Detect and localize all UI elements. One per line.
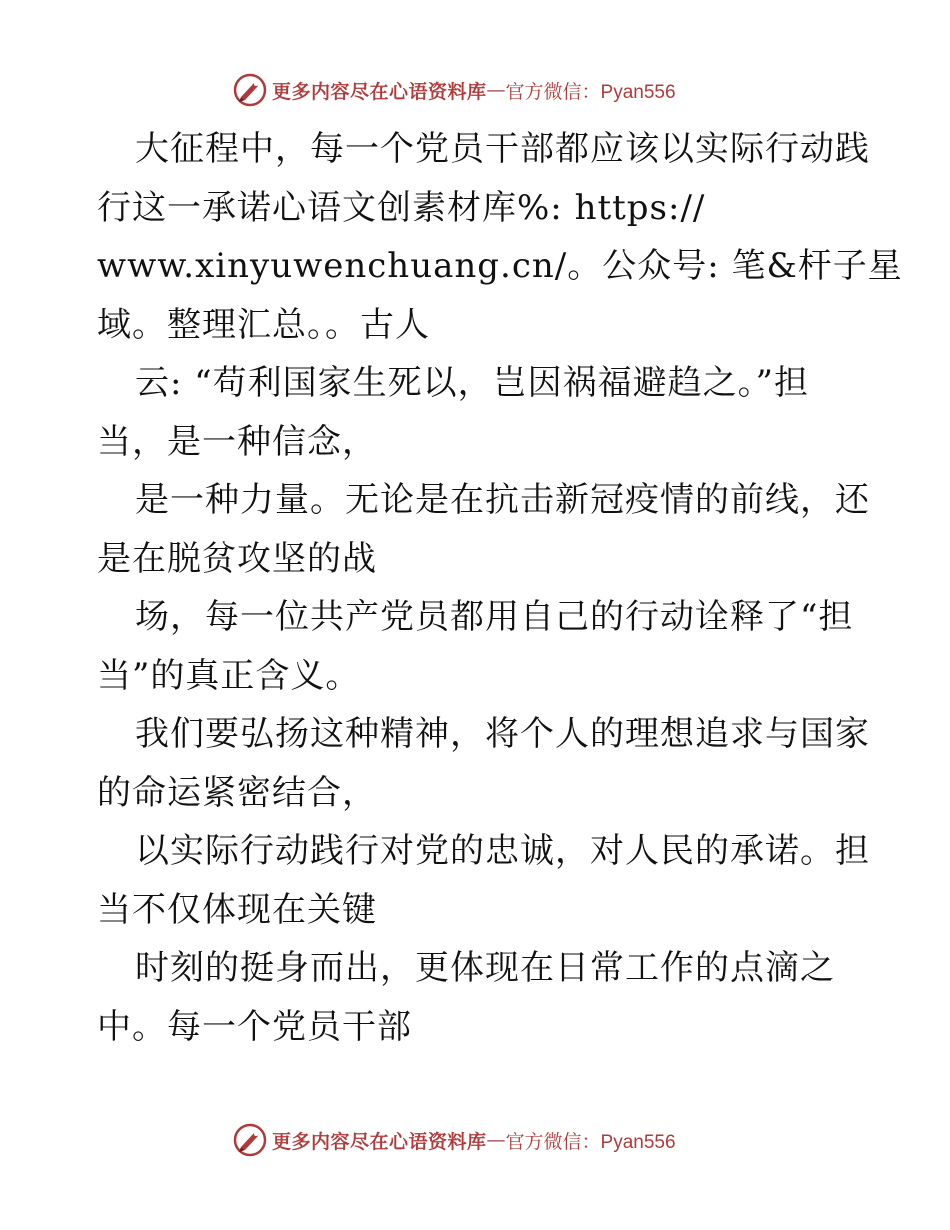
body-line: 当”的真正含义。 [97,655,361,696]
body-line: 域。整理汇总。。古人 [97,304,430,345]
body-line: 中。每一个党员干部 [97,1006,412,1047]
banner-separator: — [486,79,506,101]
body-line: 是在脱贫攻坚的战 [97,538,377,579]
banner-separator: — [486,1129,506,1151]
footer-banner [232,1120,676,1160]
body-line: 当不仅体现在关键 [97,889,377,930]
body-line: 云: “苟利国家生死以，岂因祸福避趋之。”担 [135,363,810,403]
banner-contact: 官方微信：Pyan556 [505,1131,676,1153]
body-line: 场，每一位共产党员都用自己的行动诠释了“担 [135,597,854,637]
pen-logo-icon [232,1122,268,1158]
banner-slogan: 更多内容尽在心语资料库 [272,1130,487,1153]
body-line: 时刻的挺身而出，更体现在日常工作的点滴之 [135,948,835,988]
body-line: 大征程中，每一个党员干部都应该以实际行动践 [135,129,870,169]
body-line: 的命运紧密结合， [97,772,377,813]
body-line: 是一种力量。无论是在抗击新冠疫情的前线，还 [135,480,870,520]
document-body [97,120,903,1056]
body-line: 当，是一种信念， [97,421,377,462]
header-banner [232,70,676,110]
body-line: 行这一承诺心语文创素材库%: https:// [97,187,706,228]
pen-logo-icon [232,72,268,108]
body-line: www.xinyuwenchuang.cn/。公众号: 笔&杆子星 [97,246,903,286]
banner-contact: 官方微信：Pyan556 [505,81,676,103]
body-line: 我们要弘扬这种精神，将个人的理想追求与国家 [135,714,870,754]
body-line: 以实际行动践行对党的忠诚，对人民的承诺。担 [135,831,870,871]
banner-slogan: 更多内容尽在心语资料库 [272,80,487,103]
